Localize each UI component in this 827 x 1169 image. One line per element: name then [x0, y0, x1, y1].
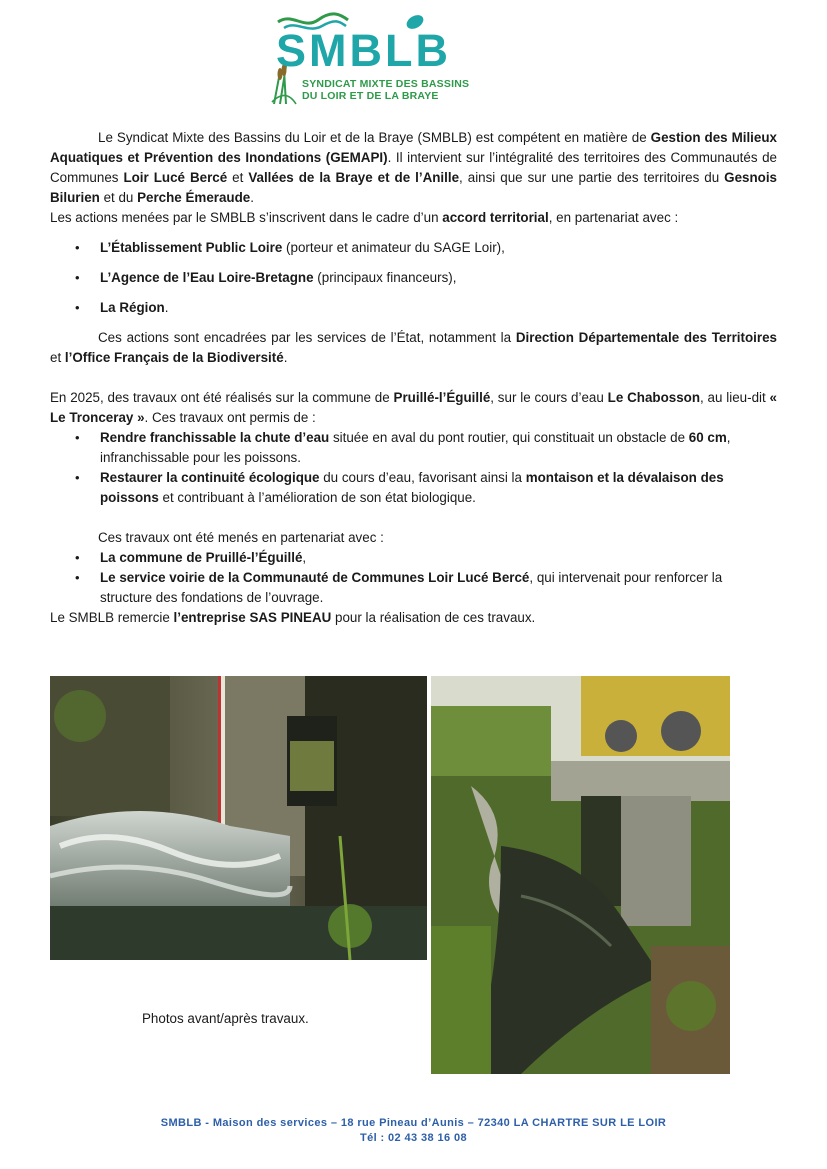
- bold-text: accord territorial: [442, 210, 549, 225]
- footer-phone: Tél : 02 43 38 16 08: [359, 1132, 468, 1144]
- bold-text: Loir Lucé Bercé: [123, 170, 228, 185]
- list-item: • Le service voirie de la Communauté de Communes Loir Lucé Bercé, qui intervenait pour renforcer la structure des fondations de l’ouvrage.: [50, 568, 777, 608]
- bold-text: Gesnois Bilurien: [50, 170, 778, 205]
- footer-address: SMBLB - Maison des services – 18 rue Pineau d’Aunis – 72340 LA CHARTRE SUR LE LOIR: [160, 1117, 667, 1129]
- bold-text: Pruillé-l’Éguillé: [393, 390, 491, 405]
- works-paragraph: En 2025, des travaux ont été réalisés sur la commune de Pruillé-l’Éguillé, sur le cours d’eau Le Chabosson, au lieu-dit « Le Tronceray ». Ces travaux ont permis de :: [50, 390, 777, 425]
- photos-caption: Photos avant/après travaux.: [142, 1011, 309, 1026]
- footer: [0, 1116, 827, 1146]
- objectives-list: [50, 428, 777, 508]
- work-partners-list: [50, 548, 777, 608]
- bold-text: « Le Tronceray »: [50, 390, 777, 425]
- bold-text: Vallées de la Braye et de l’Anille: [248, 170, 460, 185]
- smblb-logo: [270, 8, 470, 108]
- photo-after-image: [431, 676, 730, 1074]
- bold-text: l’entreprise SAS PINEAU: [173, 610, 332, 625]
- bold-text: Restaurer la continuité écologique: [100, 470, 320, 485]
- bold-text: Rendre franchissable la chute d’eau: [100, 430, 330, 445]
- photo-before-works: [50, 676, 427, 960]
- thanks-paragraph: Le SMBLB remercie l’entreprise SAS PINEAU pour la réalisation de ces travaux.: [50, 610, 536, 625]
- intro-paragraph: Le Syndicat Mixte des Bassins du Loir et de la Braye (SMBLB) est compétent en matière de Gestion des Milieux Aquatiques et Prévention des Inondations (GEMAPI). Il intervient sur l’intégralité des territoires des Communautés de Communes Loir Lucé Bercé et Vallées de la Braye et de l’Anille, ainsi que sur une partie des territoires du Gesnois Bilurien et du Perche Émeraude.: [50, 130, 778, 205]
- list-item: • L’Agence de l’Eau Loire-Bretagne (principaux financeurs),: [50, 268, 777, 288]
- bold-text: Le Chabosson: [607, 390, 700, 405]
- bold-text: La commune de Pruillé-l’Éguillé: [100, 550, 303, 565]
- list-item: • La commune de Pruillé-l’Éguillé,: [50, 548, 777, 568]
- actions-paragraph: Les actions menées par le SMBLB s’inscrivent dans le cadre d’un accord territorial, en partenariat avec :: [50, 210, 679, 225]
- list-item: • Restaurer la continuité écologique du cours d’eau, favorisant ainsi la montaison et la dévalaison des poissons et contribuant à l’amélioration de son état biologique.: [50, 468, 777, 508]
- bold-text: l’Office Français de la Biodiversité: [64, 350, 284, 365]
- bold-text: L’Établissement Public Loire: [100, 240, 283, 255]
- bold-text: Le service voirie de la Communauté de Communes Loir Lucé Bercé: [100, 570, 530, 585]
- partners-list: [50, 238, 777, 318]
- bold-text: Gestion des Milieux Aquatiques et Prévention des Inondations (GEMAPI): [50, 130, 777, 165]
- partnership-intro: Ces travaux ont été menés en partenariat avec :: [98, 530, 384, 545]
- list-item: • Rendre franchissable la chute d’eau située en aval du pont routier, qui constituait un obstacle de 60 cm, infranchissable pour les poissons.: [50, 428, 777, 468]
- photo-after-works: [431, 676, 730, 1074]
- logo-subtitle: [302, 78, 469, 102]
- list-item: • L’Établissement Public Loire (porteur et animateur du SAGE Loir),: [50, 238, 777, 258]
- photo-before-image: [50, 676, 427, 960]
- logo-acronym: SMBLB: [276, 25, 451, 76]
- logo-subtitle-line2: DU LOIR ET DE LA BRAYE: [302, 90, 439, 102]
- bold-text: montaison et la dévalaison des poissons: [100, 470, 724, 505]
- framework-paragraph: Ces actions sont encadrées par les services de l’État, notamment la Direction Départementale des Territoires et l’Office Français de la Biodiversité.: [50, 330, 777, 365]
- bold-text: 60 cm: [688, 430, 727, 445]
- bold-text: Perche Émeraude: [137, 190, 251, 205]
- bold-text: Direction Départementale des Territoires: [515, 330, 777, 345]
- bold-text: L’Agence de l’Eau Loire-Bretagne: [100, 270, 314, 285]
- bold-text: La Région: [100, 300, 165, 315]
- document-body: [50, 128, 777, 628]
- list-item: • La Région.: [50, 298, 777, 318]
- logo-subtitle-line1: SYNDICAT MIXTE DES BASSINS: [302, 78, 470, 90]
